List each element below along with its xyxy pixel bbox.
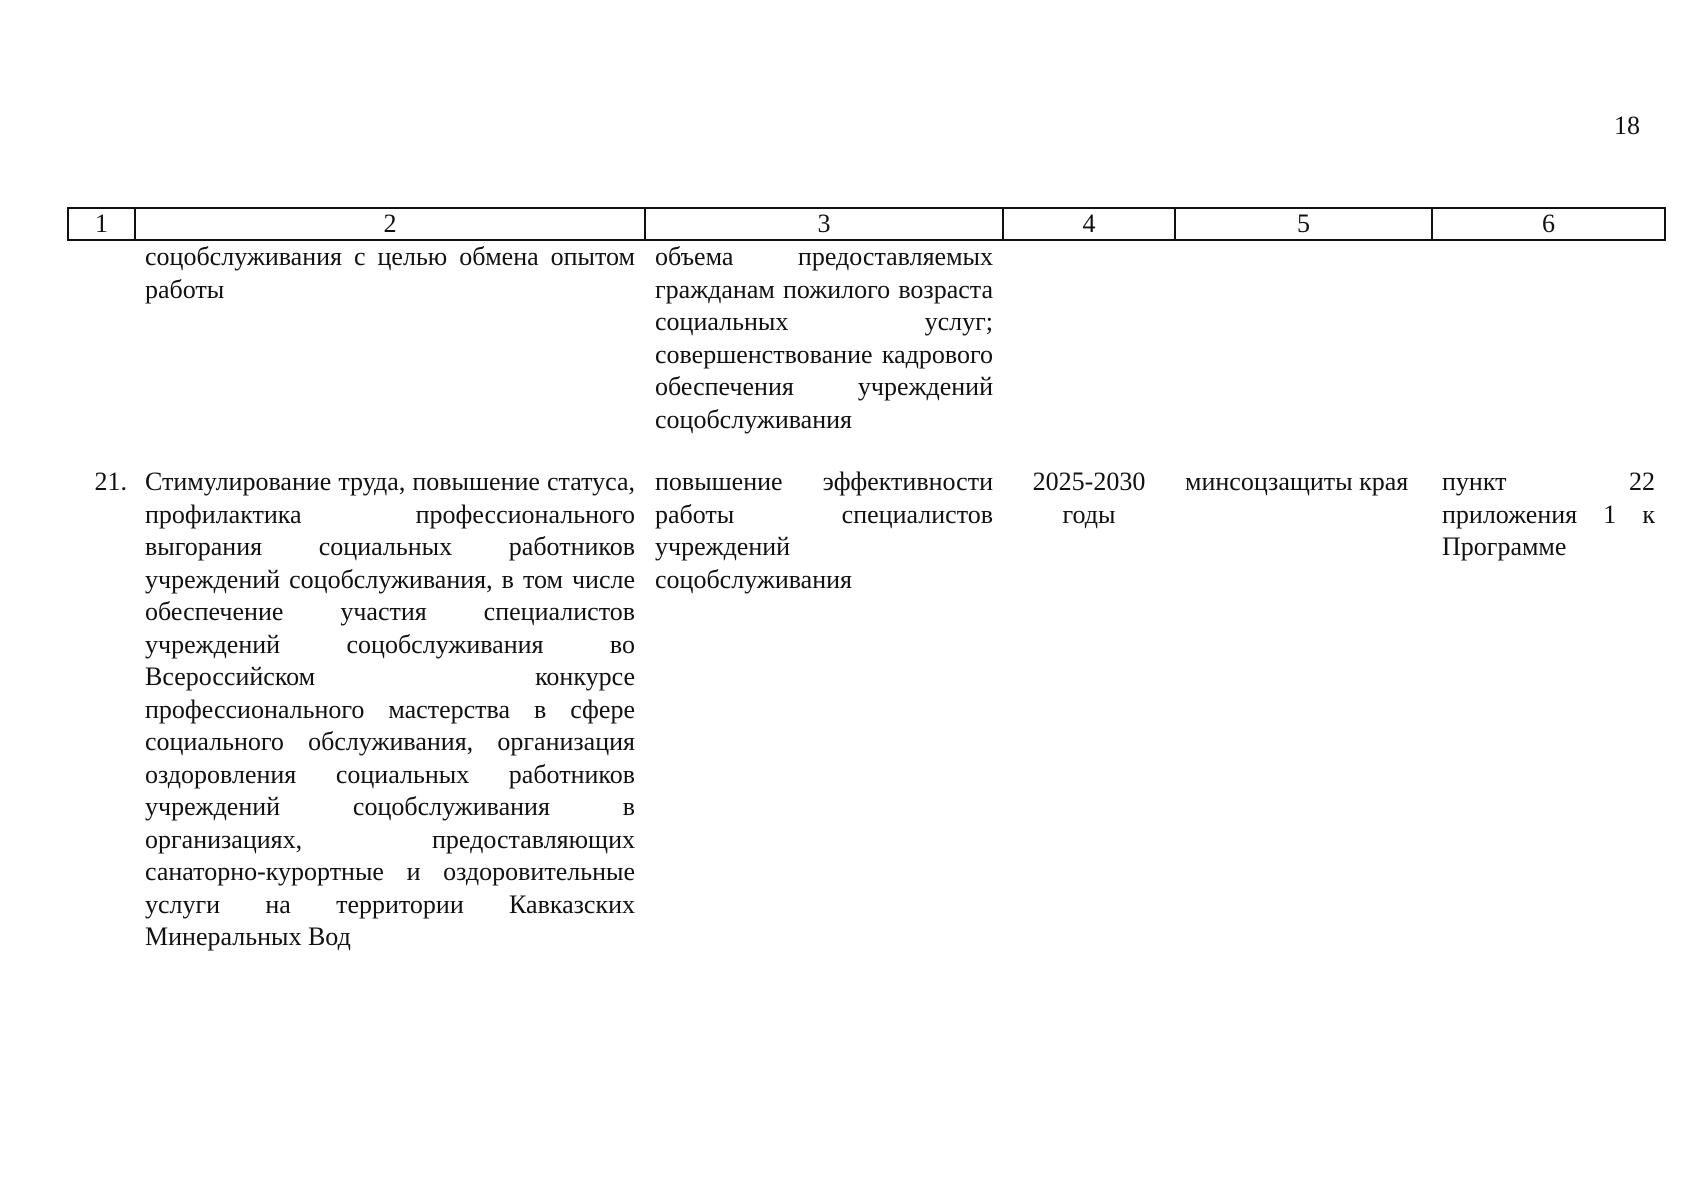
measure-text: Стимулирование труда, повышение статуса, профилактика профессионального выгорания социальных работников учреждений соцобслуживания, в том числе обеспечение участия специалистов учреждений соцобслуживания во Всероссийском конкурсе профессионального мастерства в сфере социального обслуживания, организация оздоровления социальных работников учреждений соцобслуживания в организациях, предоставляющих санаторно-курортные и оздоровительные услуги на территории Кавказских Минеральных Вод: [145, 467, 635, 951]
header-col-3: 3: [645, 208, 1003, 240]
header-col-6: 6: [1432, 208, 1665, 240]
header-col-5: 5: [1175, 208, 1432, 240]
period-text: 2025-2030 годы: [1032, 467, 1146, 529]
table-row: [68, 456, 1665, 954]
cont-result-text: объема предоставляемых гражданам пожилого возраста социальных услуг; совершенствование кадрового обеспечения учреждений соцобслуживания: [655, 242, 993, 434]
page-number: 18: [1614, 111, 1640, 140]
cont-measure-text: соцобслуживания с целью обмена опытом работы: [145, 242, 635, 304]
program-measures-table: [67, 207, 1666, 954]
header-col-4: 4: [1003, 208, 1175, 240]
executor-text: минсоцзащиты края: [1185, 467, 1409, 496]
reference-text: пункт 22 приложения 1 к Программе: [1442, 467, 1655, 561]
cont-cell-num: [68, 240, 135, 456]
table-header: [68, 208, 1665, 240]
cont-cell-reference: [1432, 240, 1665, 456]
cont-cell-period: [1003, 240, 1175, 456]
header-col-1: 1: [68, 208, 135, 240]
header-col-2: 2: [135, 208, 645, 240]
result-text: повышение эффективности работы специалистов учреждений соцобслуживания: [655, 467, 993, 594]
row-number: 21.: [94, 467, 127, 496]
table-row-continuation: [68, 240, 1665, 456]
cont-cell-executor: [1175, 240, 1432, 456]
